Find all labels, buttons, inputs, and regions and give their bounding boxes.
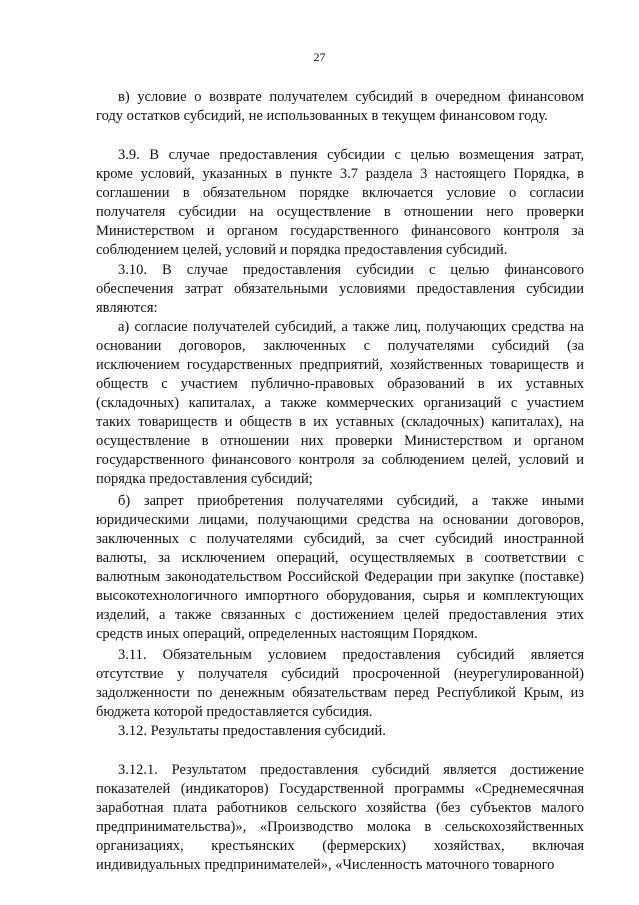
paragraph-line: высокотехнологичного импортного оборудования, сырья и комплектующих (96, 588, 584, 604)
paragraph-line: 3.9. В случае предоставления субсидии с целью возмещения затрат, (118, 147, 584, 163)
paragraph-line: 3.11. Обязательным условием предоставления субсидий является (118, 647, 584, 663)
paragraph-line: индивидуальных предпринимателей», «Численность маточного товарного (96, 857, 555, 873)
paragraph-line: осуществление в отношении них проверки Министерством и органом (96, 433, 584, 449)
paragraph-line: 3.12. Результаты предоставления субсидий. (118, 723, 386, 739)
paragraph-line: основании договоров, заключенных с получателями субсидий (за (96, 338, 584, 354)
paragraph-line: кроме условий, указанных в пункте 3.7 раздела 3 настоящего Порядка, в (96, 166, 584, 182)
paragraph-line: (складочных) капиталах, а также коммерческих организаций с участием (96, 395, 584, 411)
paragraph (96, 761, 584, 875)
paragraph-line: задолженности по денежным обязательствам перед Республикой Крым, из (96, 685, 584, 701)
paragraph-line: заключенных с получателями субсидий, за счет субсидий иностранной (96, 531, 584, 547)
paragraph-line: а) согласие получателей субсидий, а также лиц, получающих средства на (118, 319, 584, 335)
paragraph (96, 722, 584, 741)
paragraph (96, 318, 584, 489)
paragraph-line: предпринимательства)», «Производство молока в сельскохозяйственных (96, 819, 584, 835)
paragraph-line: порядка предоставления субсидий; (96, 471, 313, 487)
page-number: 27 (313, 50, 326, 64)
paragraph-line: валюты, за исключением операций, осуществляемых в соответствии с (96, 550, 584, 566)
paragraph-line: средств иных операций, определенных настоящим Порядком. (96, 626, 478, 642)
paragraph-line: изделий, а также связанных с достижением целей предоставления этих (96, 607, 584, 623)
paragraph (96, 646, 584, 722)
paragraph (96, 146, 584, 260)
paragraph-line: обществ с участием публично-правовых образований в их уставных (96, 376, 584, 392)
paragraph-line: являются: (96, 300, 158, 316)
paragraph-line: б) запрет приобретения получателями субсидий, а также иными (118, 493, 584, 509)
paragraph-line: 3.12.1. Результатом предоставления субсидий является достижение (118, 762, 584, 778)
paragraph-line: организациях, крестьянских (фермерских) хозяйствах, включая (96, 838, 584, 854)
paragraph-line: заработная плата работников сельского хозяйства (без субъектов малого (96, 800, 584, 816)
paragraph-line: юридическими лицами, получающими средства на основании договоров, (96, 512, 584, 528)
paragraph-line: государственного финансового контроля за соблюдением целей, условий и (96, 452, 584, 468)
paragraph-line: валютным законодательством Российской Федерации при закупке (поставке) (96, 569, 584, 585)
paragraph-line: обеспечения затрат обязательными условиями предоставления субсидии (96, 281, 584, 297)
paragraph-line: в) условие о возврате получателем субсидий в очередном финансовом (118, 89, 584, 105)
paragraph-line: таких товариществ и обществ в их уставных (складочных) капиталах), на (96, 414, 584, 430)
paragraph-line: Министерством и органом государственного финансового контроля за (96, 223, 584, 239)
paragraph-line: показателей (индикаторов) Государственной программы «Среднемесячная (96, 781, 584, 797)
paragraph-line: отсутствие у получателя субсидий просроченной (неурегулированной) (96, 666, 584, 682)
paragraph-line: бюджета которой предоставляется субсидия. (96, 704, 373, 720)
paragraph (96, 261, 584, 318)
paragraph-line: соблюдением целей, условий и порядка предоставления субсидий. (96, 242, 508, 258)
paragraph-line: 3.10. В случае предоставления субсидии с целью финансового (118, 262, 584, 278)
paragraph-line: году остатков субсидий, не использованных в текущем финансовом году. (96, 108, 548, 124)
paragraph (96, 88, 584, 126)
paragraph-line: исключением государственных предприятий, хозяйственных товариществ и (96, 357, 584, 373)
paragraph (96, 492, 584, 644)
paragraph-line: соглашении в обязательном порядке включается условие о согласии (96, 185, 584, 201)
paragraph-line: получателя субсидии на осуществление в отношении него проверки (96, 204, 584, 220)
